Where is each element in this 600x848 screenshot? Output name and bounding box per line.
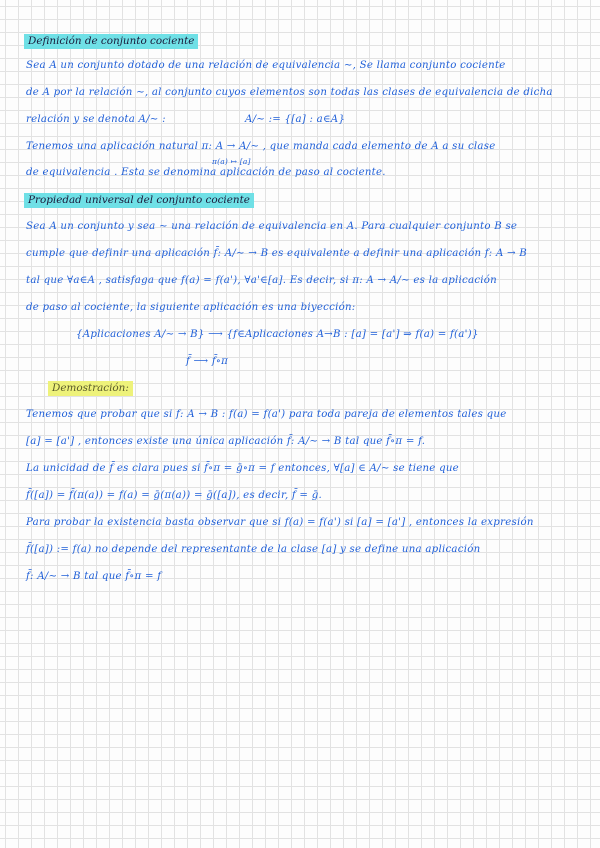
proof-line-3: La unicidad de f̄ es clara pues si f̄∘π = ḡ∘π = f entonces, ∀[a] ∈ A/∼ se tiene que bbox=[26, 463, 459, 474]
heading-property: Propiedad universal del conjunto cociente bbox=[24, 193, 254, 208]
proof-line-4: f̄([a]) = f̄(π(a)) = f(a) = ḡ(π(a)) = ḡ([a]), es decir, f̄ = ḡ. bbox=[26, 490, 322, 501]
proof-line-6: f̄([a]) := f(a) no depende del representante de la clase [a] y se define una aplicación bbox=[26, 544, 481, 555]
definition-line-2: de A por la relación ∼, al conjunto cuyos elementos son todas las clases de equivalencia de dicha bbox=[26, 87, 553, 98]
map-note: π(a) ↦ [a] bbox=[212, 157, 251, 166]
map-line-2: de equivalencia . Esta se denomina aplicación de paso al cociente. bbox=[26, 167, 386, 178]
heading-definition: Definición de conjunto cociente bbox=[24, 34, 198, 49]
property-line-2: cumple que definir una aplicación f̄: A/∼ → B es equivalente a definir una aplicación f: A → B bbox=[26, 248, 528, 259]
map-line-1: Tenemos una aplicación natural π: A → A/∼ , que manda cada elemento de A a su clase bbox=[26, 141, 496, 152]
property-line-3: tal que ∀a∈A , satisfaga que f(a) = f(a'), ∀a'∈[a]. Es decir, si π: A → A/∼ es la aplicación bbox=[26, 275, 497, 286]
definition-line-1: Sea A un conjunto dotado de una relación de equivalencia ∼, Se llama conjunto cociente bbox=[26, 60, 506, 71]
definition-formula: A/∼ := {[a] : a∈A} bbox=[245, 114, 346, 125]
proof-line-1: Tenemos que probar que si f: A → B : f(a) = f(a') para toda pareja de elementos tales que bbox=[26, 409, 507, 420]
proof-line-7: f̄: A/∼ → B tal que f̄∘π = f bbox=[26, 571, 162, 582]
proof-line-2: [a] = [a'] , entonces existe una única aplicación f̄: A/∼ → B tal que f̄∘π = f. bbox=[26, 436, 426, 447]
heading-proof: Demostración: bbox=[48, 381, 133, 396]
proof-line-5: Para probar la existencia basta observar que si f(a) = f(a') si [a] = [a'] , entonces la expresión bbox=[26, 517, 534, 528]
definition-line-3: relación y se denota A/∼ : bbox=[26, 114, 166, 125]
bijection-line-1: {Aplicaciones A/∼ → B} ⟶ {f∈Aplicaciones A→B : [a] = [a'] ⇒ f(a) = f(a')} bbox=[76, 329, 479, 340]
bijection-line-2: f̄ ⟶ f̄∘π bbox=[186, 356, 229, 367]
property-line-1: Sea A un conjunto y sea ∼ una relación de equivalencia en A. Para cualquier conjunto B se bbox=[26, 221, 518, 232]
property-line-4: de paso al cociente, la siguiente aplicación es una biyección: bbox=[26, 302, 356, 313]
